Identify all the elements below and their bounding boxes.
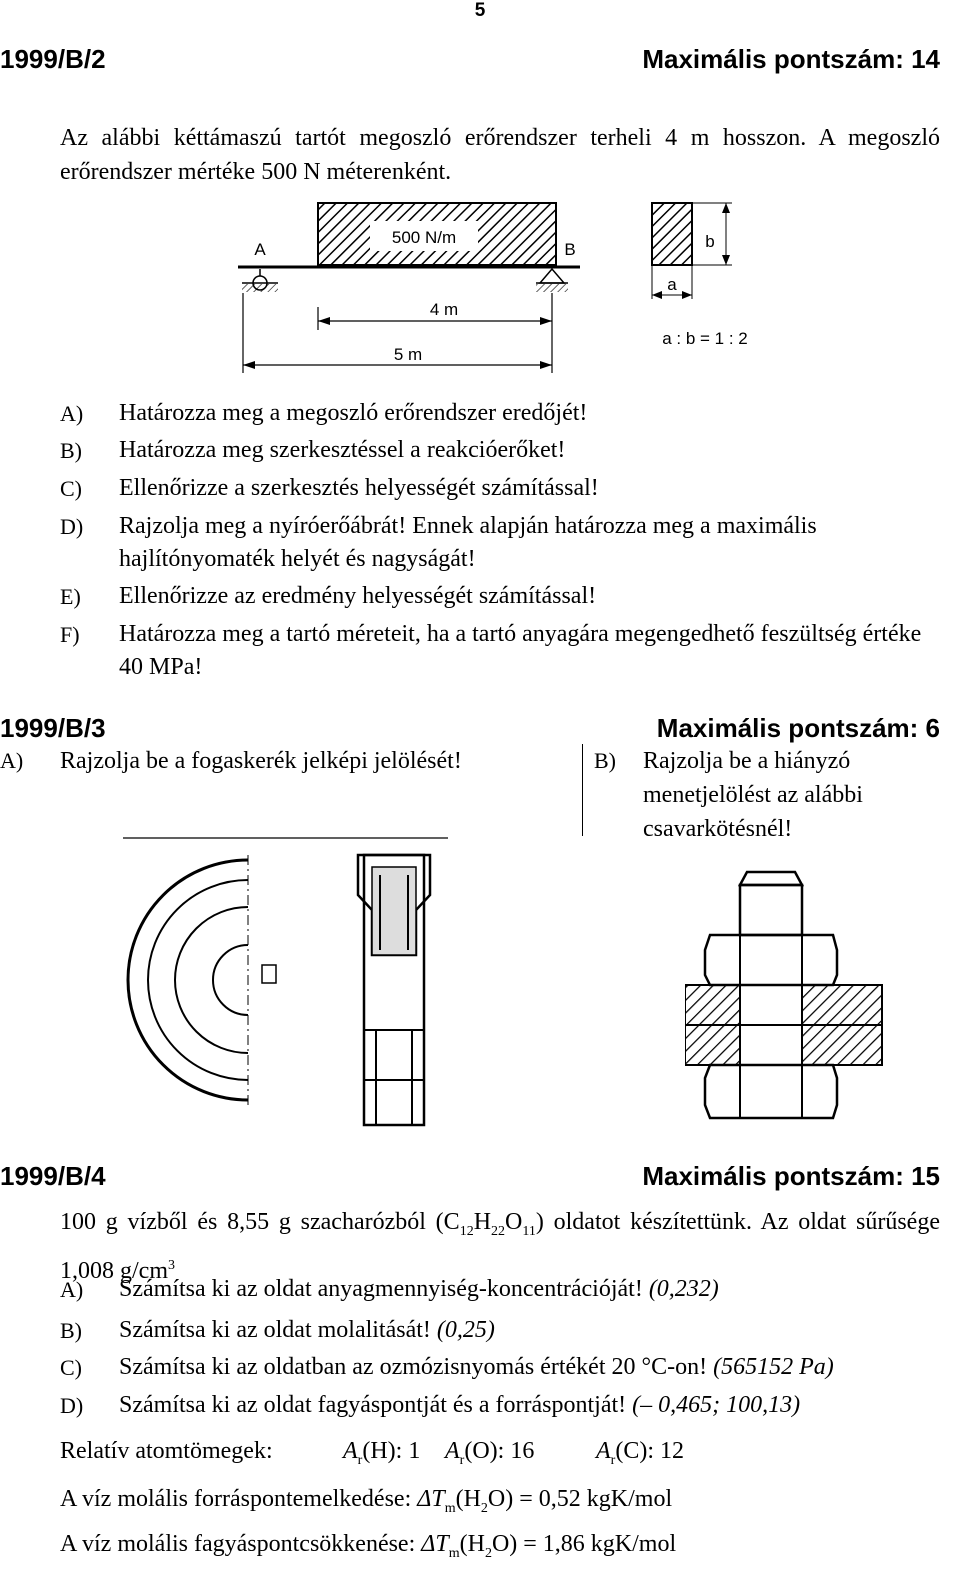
dim-4m: 4 m — [429, 300, 459, 319]
section-code-b4: 1999/B/4 — [0, 1161, 106, 1191]
dim-a: a — [667, 275, 677, 294]
section-code-b3: 1999/B/3 — [0, 713, 106, 743]
section-max-b4: Maximális pontszám: 15 — [642, 1161, 940, 1191]
support-b-label: B — [564, 240, 576, 259]
atomic-masses: Relatív atomtömegek: $A_r(H)$: 1 $A_r(O)$: 16 $A_r(C)$: 12 — [60, 1438, 685, 1468]
intro-b4: 100 g vízből és 8,55 g szacharózból $(C_{12}H_{22}O_{11})$ oldatot készítettünk. Az oldat sűrűsége 1,008 $g/cm^3$ — [60, 1209, 940, 1284]
load-label: 500 N/m — [391, 228, 457, 247]
intro-b2: Az alábbi kéttámaszú tartót megoszló erőrendszer terheli 4 m hosszon. A megoszló erőrendszer mértéke 500 N méterenként. — [60, 125, 940, 185]
support-b — [536, 269, 568, 292]
section-code-b2: 1999/B/2 — [0, 44, 106, 74]
beam-diagram — [230, 195, 790, 385]
dim-5m: 5 m — [393, 345, 423, 364]
ratio-label: a : b = 1 : 2 — [662, 329, 748, 348]
gear-drawing — [118, 835, 448, 1135]
boiling-constant: A víz molális forráspontemelkedése: $\Delta T_m(H_2O) = 0,52$ kgK/mol — [60, 1486, 673, 1516]
support-a-label: A — [254, 240, 266, 259]
page-number: 5 — [474, 0, 486, 21]
support-a — [242, 269, 278, 292]
dim-b: b — [705, 232, 715, 251]
freezing-constant: A víz molális fagyáspontcsökkenése: $\Delta T_m(H_2O) = 1,86$ kgK/mol — [60, 1531, 677, 1561]
gear-section-view — [358, 855, 430, 1125]
bolt-drawing — [685, 860, 885, 1125]
section-max-b3: Maximális pontszám: 6 — [656, 713, 940, 743]
cross-section — [652, 203, 732, 299]
b3-divider — [582, 744, 584, 836]
section-max-b2: Maximális pontszám: 14 — [642, 44, 940, 74]
